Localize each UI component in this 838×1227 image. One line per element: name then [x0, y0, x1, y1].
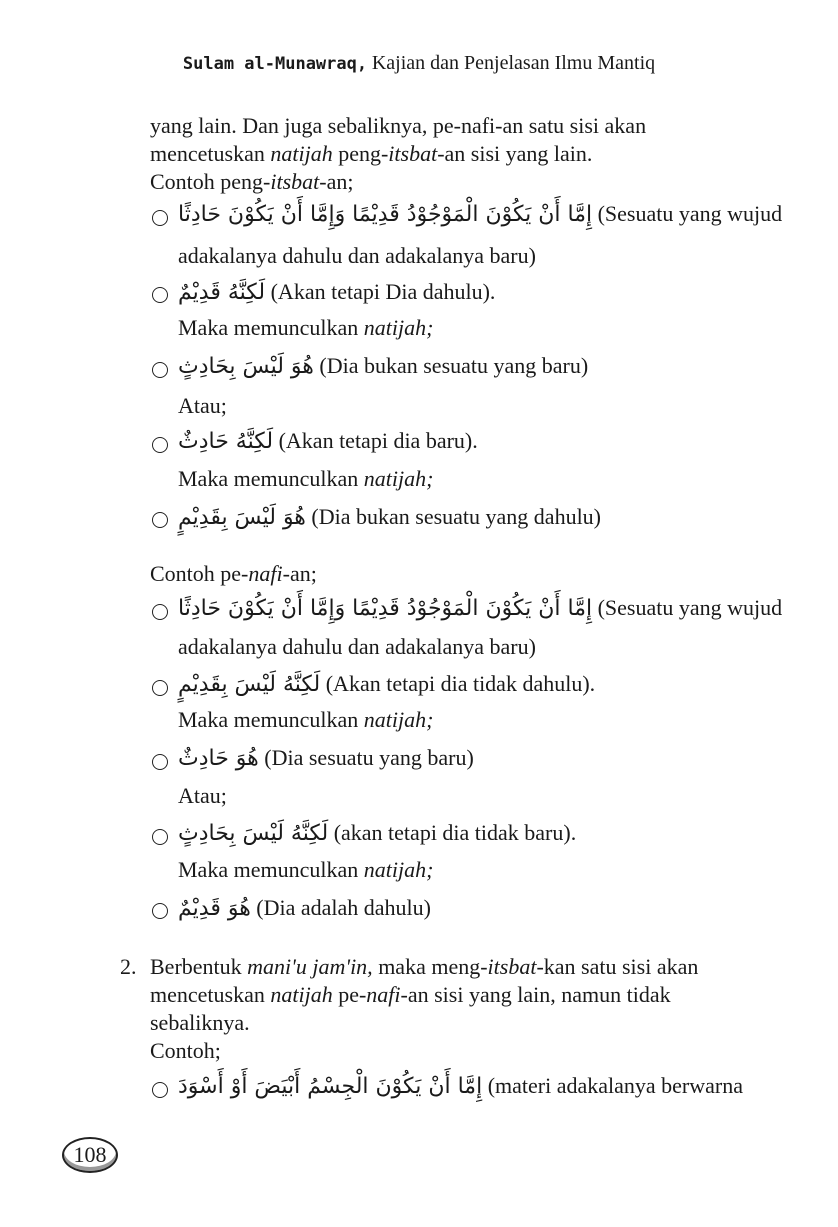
text-italic: natijah	[270, 982, 333, 1007]
point2-line-3	[150, 1009, 250, 1037]
translation-text: (Dia sesuatu yang baru)	[264, 745, 474, 770]
arabic-text: هُوَ لَيْسَ بِحَادِثٍ	[178, 354, 314, 379]
running-header	[0, 52, 838, 75]
translation-text: (Sesuatu yang wujud	[597, 595, 783, 620]
arabic-text: لَكِنَّهُ لَيْسَ بِحَادِثٍ	[178, 821, 329, 846]
text-italic: natijah;	[363, 707, 434, 732]
bullet-icon	[152, 512, 168, 528]
text: adakalanya dahulu dan adakalanya baru)	[178, 634, 536, 659]
example-item	[178, 503, 601, 532]
text-italic: natijah;	[363, 466, 434, 491]
text: -an sisi yang lain, namun tidak	[400, 982, 671, 1007]
arabic-text: إِمَّا أَنْ يَكُوْنَ الْجِسْمُ أَبْيَضَ أَوْ أَسْوَدَ	[178, 1074, 483, 1099]
text-italic: itsbat	[487, 954, 537, 979]
example-item	[178, 744, 474, 773]
text-italic: natijah;	[363, 315, 434, 340]
example-item	[178, 352, 588, 381]
arabic-text: إِمَّا أَنْ يَكُوْنَ الْمَوْجُوْدُ قَدِيْمًا وَإِمَّا أَنْ يَكُوْنَ حَادِثًا	[178, 596, 593, 621]
text-italic: itsbat	[270, 169, 320, 194]
arabic-text: هُوَ لَيْسَ بِقَدِيْمٍ	[178, 505, 306, 530]
translation-text: (Akan tetapi dia baru).	[278, 428, 478, 453]
header-title-part2: Kajian dan Penjelasan Ilmu Mantiq	[371, 52, 656, 74]
natijah-line	[178, 465, 433, 493]
translation-text: (Dia bukan sesuatu yang dahulu)	[311, 504, 602, 529]
text: 2.	[120, 954, 137, 979]
point2-line-1	[150, 953, 698, 981]
translation-text: (Akan tetapi dia tidak dahulu).	[325, 671, 596, 696]
text: Atau;	[178, 393, 227, 418]
atau-line	[178, 782, 227, 810]
text: Contoh pe-	[150, 561, 249, 586]
example-item	[178, 427, 478, 456]
example-item	[178, 819, 576, 848]
text: Contoh peng-	[150, 169, 271, 194]
natijah-line	[178, 856, 433, 884]
text-italic: nafi	[248, 561, 283, 586]
text: adakalanya dahulu dan adakalanya baru)	[178, 243, 536, 268]
bullet-icon	[152, 287, 168, 303]
text: Contoh;	[150, 1038, 221, 1063]
text: -an;	[319, 169, 354, 194]
bullet-icon	[152, 362, 168, 378]
example-heading-itsbat	[150, 168, 354, 196]
example-item	[178, 670, 595, 699]
point2-line-4	[150, 1037, 221, 1065]
bullet-icon	[152, 829, 168, 845]
translation-text: (Sesuatu yang wujud	[597, 201, 783, 226]
text-italic: itsbat	[388, 141, 438, 166]
paragraph-line-1	[150, 112, 764, 140]
list-number	[120, 953, 137, 981]
translation-text: (Dia adalah dahulu)	[256, 895, 431, 920]
example-item	[178, 1072, 743, 1101]
example-item	[178, 894, 431, 923]
text: mencetuskan	[150, 982, 271, 1007]
example-item-continuation	[178, 242, 536, 270]
example-item	[178, 594, 782, 623]
bullet-icon	[152, 903, 168, 919]
example-heading-nafi	[150, 560, 317, 588]
translation-text: (materi adakalanya berwarna	[487, 1073, 743, 1098]
text: Berbentuk	[150, 954, 248, 979]
translation-text: (Dia bukan sesuatu yang baru)	[319, 353, 589, 378]
text: pe-	[332, 982, 367, 1007]
header-title-part1: Sulam al-Munawraq,	[182, 54, 368, 74]
bullet-icon	[152, 754, 168, 770]
text: -an;	[282, 561, 317, 586]
example-item-continuation	[178, 633, 536, 661]
point2-line-2	[150, 981, 671, 1009]
page-number: 108	[62, 1137, 118, 1173]
text: maka meng-	[372, 954, 488, 979]
paragraph-line-2	[150, 140, 592, 168]
bullet-icon	[152, 210, 168, 226]
arabic-text: لَكِنَّهُ حَادِثٌ	[178, 429, 274, 454]
text-italic: mani'u jam'in,	[247, 954, 373, 979]
text: peng-	[332, 141, 389, 166]
bullet-icon	[152, 680, 168, 696]
natijah-line	[178, 706, 433, 734]
text-italic: natijah;	[363, 857, 434, 882]
arabic-text: هُوَ حَادِثٌ	[178, 746, 259, 771]
arabic-text: لَكِنَّهُ لَيْسَ بِقَدِيْمٍ	[178, 672, 321, 697]
text: Atau;	[178, 783, 227, 808]
text: Maka memunculkan	[178, 707, 364, 732]
bullet-icon	[152, 437, 168, 453]
example-item	[178, 200, 782, 229]
text-italic: nafi	[366, 982, 401, 1007]
text: Maka memunculkan	[178, 466, 364, 491]
bullet-icon	[152, 1082, 168, 1098]
line-text: yang lain. Dan juga sebaliknya, pe-nafi-an satu sisi akan	[150, 113, 647, 138]
arabic-text: إِمَّا أَنْ يَكُوْنَ الْمَوْجُوْدُ قَدِيْمًا وَإِمَّا أَنْ يَكُوْنَ حَادِثًا	[178, 202, 593, 227]
natijah-line	[178, 314, 433, 342]
bullet-icon	[152, 604, 168, 620]
translation-text: (Akan tetapi Dia dahulu).	[270, 279, 496, 304]
atau-line	[178, 392, 227, 420]
text-italic: natijah	[270, 141, 333, 166]
text: Maka memunculkan	[178, 315, 364, 340]
arabic-text: هُوَ قَدِيْمٌ	[178, 896, 251, 921]
example-item	[178, 278, 495, 307]
text: mencetuskan	[150, 141, 271, 166]
translation-text: (akan tetapi dia tidak baru).	[333, 820, 577, 845]
text: sebaliknya.	[150, 1010, 250, 1035]
text: -kan satu sisi akan	[536, 954, 699, 979]
text: -an sisi yang lain.	[437, 141, 593, 166]
text: Maka memunculkan	[178, 857, 364, 882]
arabic-text: لَكِنَّهُ قَدِيْمٌ	[178, 280, 266, 305]
